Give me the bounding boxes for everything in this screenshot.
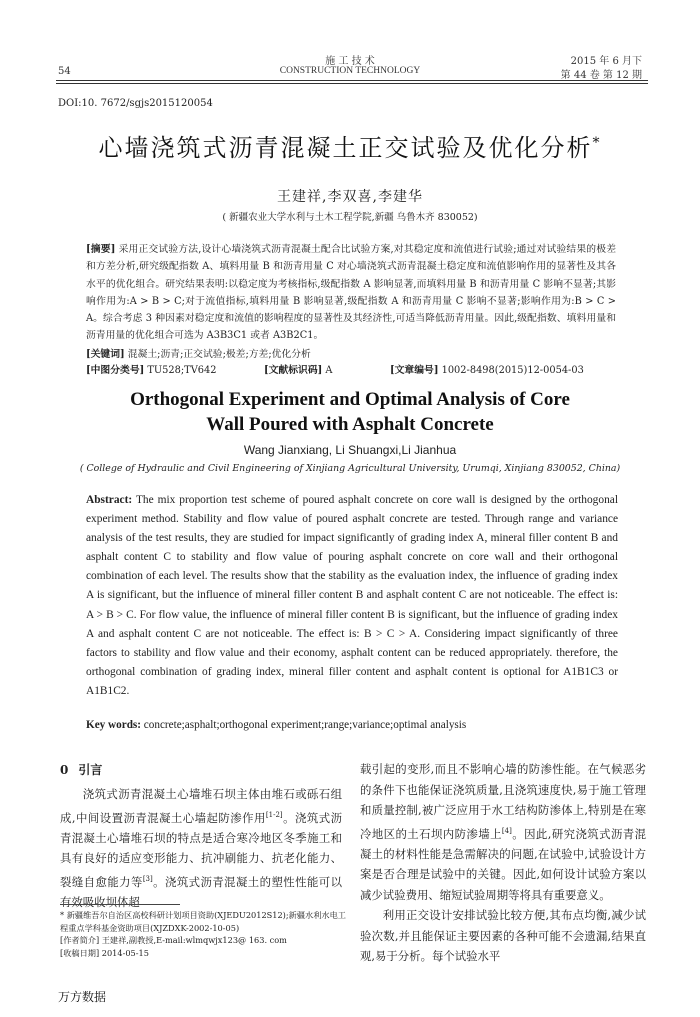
- keywords-cn: [86, 346, 311, 360]
- keywords-en-label: Key words:: [86, 719, 141, 731]
- abstract-en-label: Abstract:: [86, 494, 133, 506]
- title-cn: [0, 128, 700, 163]
- section-heading: [60, 761, 102, 778]
- section-number: 0: [60, 763, 69, 777]
- issue-date: 2015 年 6 月下: [570, 56, 642, 67]
- journal-name-en: CONSTRUCTION TECHNOLOGY: [279, 66, 421, 76]
- keywords-cn-text: 混凝土;沥青;正交试验;极差;方差;优化分析: [127, 349, 311, 360]
- doi: DOI:10. 7672/sgjs2015120054: [58, 98, 213, 109]
- doc-id: [文献标识码] A: [264, 365, 333, 376]
- affiliation-cn: ( 新疆农业大学水利与土木工程学院,新疆 乌鲁木齐 830052): [222, 212, 478, 223]
- title-footnote-mark: *: [592, 135, 602, 151]
- citation: [1-2]: [265, 810, 283, 819]
- abstract-cn: [86, 241, 616, 345]
- abstract-en: [86, 491, 618, 701]
- section-title: 引言: [78, 763, 103, 777]
- keywords-en-text: concrete;asphalt;orthogonal experiment;range;variance;optimal analysis: [143, 719, 467, 731]
- title-en: Orthogonal Experiment and Optimal Analysis of Core Wall Poured with Asphalt Concrete: [130, 389, 570, 435]
- body-left-column: [60, 784, 342, 913]
- citation: [4]: [501, 826, 512, 835]
- footnote-received-date: [收稿日期] 2014-05-15: [60, 947, 149, 958]
- paragraph: 利用正交设计安排试验比较方便,其布点均衡,减少试验次数,并且能保证主要因素的各种可能不会遗漏,结果直观,易于分析。每个试验水平: [360, 908, 646, 964]
- title-cn-text: 心墙浇筑式沥青混凝土正交试验及优化分析: [98, 134, 593, 162]
- abstract-cn-body: 采用正交试验方法,设计心墙浇筑式沥青混凝土配合比试验方案,对其稳定度和流值进行试验;通过对试验结果的极差和方差分析,研究级配指数 A、填料用量 B 和沥青用量 C 对心墙浇筑式沥青混凝土稳定度和流值影响作用的显著性及其各水平的优化组合。研究结果表明:以稳定度为考核指标,级配指数 A 影响显著,而填料用量 B 和沥青用量 C 影响不显著;其影响作用为:A > B > C;对于流值指标,填料用量 B 影响显著,级配指数 A 和沥青用量 C 影响不显著;影响作用为:B > C > A。综合考虑 3 种因素对稳定度和流值的影响程度的显著性及其经济性,可适当降低沥青用量。因此,级配指数、填料用量和沥青用量的优化组合可选为 A3B3C1 或者 A3B2C1。: [86, 244, 616, 342]
- paragraph: 浇筑式沥青混凝土心墙堆石坝主体由堆石或砾石组成,中间设置沥青混凝土心墙起防渗作用[1-2]。浇筑式沥青混凝土心墙堆石坝的特点是适合寒冷地区冬季施工和具有良好的适应变形能力、抗冲刷能力、抗老化能力、裂缝自愈能力等[3]。浇筑式沥青混凝土的塑性性能可以有效吸收坝体超: [60, 787, 342, 910]
- header-rule-2: [56, 83, 648, 84]
- page-number: 54: [58, 66, 71, 77]
- keywords-cn-label: [关键词]: [86, 349, 125, 360]
- citation: [3]: [142, 874, 153, 883]
- authors-cn: 王建祥,李双喜,李建华: [277, 189, 423, 205]
- keywords-en: [86, 719, 466, 731]
- footnote-funding: * 新疆维吾尔自治区高校科研计划项目资助(XJEDU2012S12);新疆水利水电工程重点学科基金资助项目(XJZDXK-2002-10-05): [60, 910, 346, 933]
- footnotes: [60, 909, 350, 959]
- abstract-en-body: The mix proportion test scheme of poured asphalt concrete on core wall is designed by the orthogonal experiment method. Stability and flow value of poured asphalt concrete are tested. Through range and variance analysis of the test results, they are studied for impact significantly of grading index A, mineral filler content B and asphalt content C to stability and flow value of pouring asphalt concrete on core wall and their orthogonal combination of each level. The results show that the stability as the evaluation index, the influence of grading index A is significant, but the influence of mineral filler content B and asphalt content C are not noticeable. The effect is: A > B > C. For flow value, the influence of mineral filler content B is significant, but the influence of grading index A and asphalt content C are not noticeable. The effect is: B > C > A. Considering impact significantly of three factors to stability and flow value and their economy, asphalt content can be reduced appropriately. therefore, the orthogonal combination of grading index, mineral filler content and asphalt content is optional for A1B1C3 or A1B1C2.: [86, 494, 618, 697]
- class-number: [中图分类号] TU528;TV642: [86, 365, 217, 376]
- authors-en: Wang Jianxiang, Li Shuangxi,Li Jianhua: [243, 443, 457, 457]
- footnote-rule: [60, 904, 180, 905]
- article-number: [文章编号] 1002-8498(2015)12-0054-03: [390, 365, 584, 376]
- wanfang-brand: 万方数据: [58, 990, 107, 1004]
- header-rule: [56, 80, 648, 81]
- journal-name-cn: 施 工 技 术: [325, 56, 375, 67]
- paragraph: 载引起的变形,而且不影响心墙的防渗性能。在气候恶劣的条件下也能保证浇筑质量,且浇筑速度快,易于施工管理和质量控制,被广泛应用于水工结构防渗体上,特别是在寒冷地区的土石坝内防渗墙上[4]。因此,研究浇筑式沥青混凝土的材料性能是急需解决的问题,在试验中,试验设计方案是否合理是试验中的关键。因此,如何设计试验方案以减少试验费用、缩短试验周期等将具有重要意义。: [360, 762, 646, 902]
- footnote-author: [作者简介] 王建祥,副教授,E-mail:wlmqwjx123@ 163. com: [60, 935, 287, 945]
- abstract-cn-label: [摘要]: [86, 244, 116, 255]
- body-right-column: [360, 759, 646, 967]
- affiliation-en: ( College of Hydraulic and Civil Engineering of Xinjiang Agricultural University, Urumqi, Xinjiang 830052, China): [79, 463, 621, 474]
- volume-issue: 第 44 卷 第 12 期: [560, 70, 642, 81]
